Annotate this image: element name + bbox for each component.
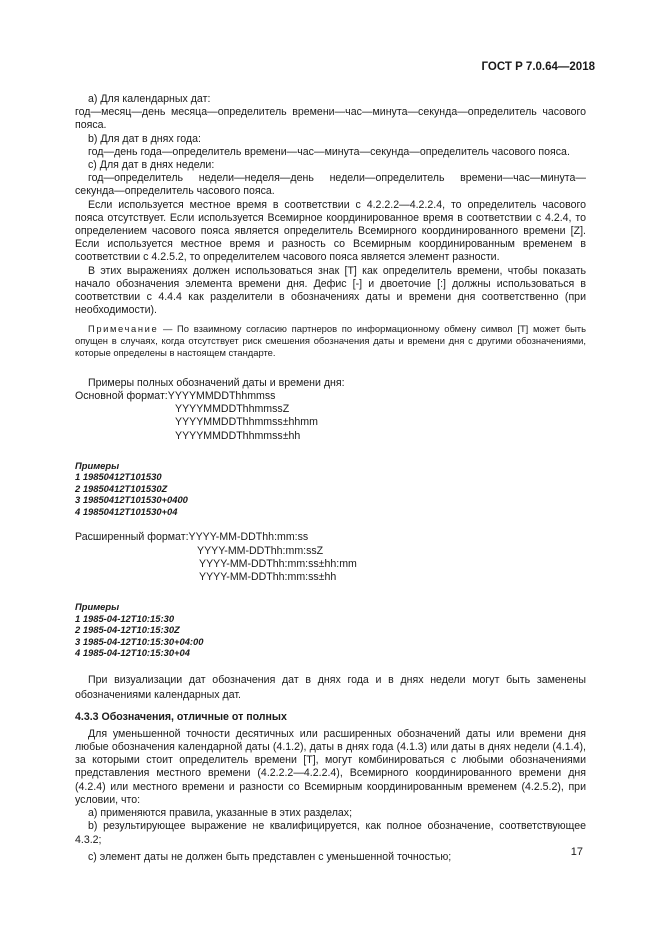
condition-item: a) применяются правила, указанные в этих разделах; xyxy=(88,807,353,820)
basic-format-block xyxy=(75,390,586,443)
examples-title: Примеры xyxy=(75,459,120,471)
format-line: YYYYMMDDThhmmss±hhmm xyxy=(175,416,318,429)
document-body xyxy=(75,93,586,864)
example-line: 4 19850412T101530+04 xyxy=(75,505,178,517)
example-line: 1 19850412T101530 xyxy=(75,471,162,483)
basic-format-label: Основной формат: xyxy=(75,390,168,403)
note-paragraph xyxy=(75,323,586,359)
basic-intro: Примеры полных обозначений даты и времени дня: xyxy=(88,376,345,389)
example-line: 3 19850412T101530+0400 xyxy=(75,494,188,506)
condition-item: b) результирующее выражение не квалифицируется, как полное обозначение, соответствующее 4.3.2; xyxy=(75,820,586,846)
example-line: 2 1985-04-12T10:15:30Z xyxy=(75,624,180,636)
condition-item: c) элемент даты не должен быть представлен с уменьшенной точностью; xyxy=(88,850,452,863)
extended-format-block xyxy=(75,531,586,584)
paragraph: год—месяц—день месяца—определитель времени—час—минута—секунда—определитель часового пояса. xyxy=(75,106,586,132)
document-header: ГОСТ Р 7.0.64—2018 xyxy=(481,61,595,73)
paragraph: b) Для дат в днях года: xyxy=(88,132,201,145)
page-number: 17 xyxy=(570,846,583,858)
paragraph: При визуализации дат обозначения дат в днях года и в днях недели могут быть заменены обозначениями календарных дат. xyxy=(75,673,586,701)
format-line: YYYY-MM-DDThh:mm:ss±hh xyxy=(199,570,337,583)
example-line: 4 1985-04-12T10:15:30+04 xyxy=(75,647,190,659)
paragraph: В этих выражениях должен использоваться знак [T] как определитель времени, чтобы показать начало обозначения элемента времени дня. Дефис [-] и двоеточие [:] должны использоваться в соответствии с 4.4.4 как разделители в обозначениях даты и времени дня соответственно (при необходимости). xyxy=(75,264,586,317)
example-line: 2 19850412T101530Z xyxy=(75,482,168,494)
note-text: — По взаимному согласию партнеров по информационному обмену символ [T] может быть опущен в случаях, когда отсутствует риск смешения обозначения даты и времени дня с другими обозначениями, которые определены в настоящем стандарте. xyxy=(75,323,586,359)
format-line: YYYYMMDDThhmmssZ xyxy=(175,403,290,416)
paragraph: год—определитель недели—неделя—день недели—определитель времени—час—минута—секунда—определитель часового пояса. xyxy=(75,172,586,198)
format-line: YYYYMMDDThhmmss xyxy=(167,390,276,403)
format-line: YYYY-MM-DDThh:mm:ss±hh:mm xyxy=(199,557,357,570)
example-line: 1 1985-04-12T10:15:30 xyxy=(75,612,175,624)
format-line: YYYYMMDDThhmmss±hh xyxy=(175,429,301,442)
note-label: Примечание xyxy=(88,323,159,335)
extended-format-label: Расширенный формат: xyxy=(75,531,189,544)
paragraph: Если используется местное время в соответствии с 4.2.2.2—4.2.2.4, то определитель часового пояса отсутствует. Если используется Всемирное координированное время в соответствии с 4.2.4, то определением часового пояса является определитель Всемирного координированного времени [Z]. Если используется местное время и разность со Всемирным координированным временем в соответствии с 4.2.5.2, то определителем часового пояса является элемент разности. xyxy=(75,198,586,264)
example-line: 3 1985-04-12T10:15:30+04:00 xyxy=(75,635,204,647)
format-line: YYYY-MM-DDThh:mm:ssZ xyxy=(197,544,324,557)
examples-title: Примеры xyxy=(75,601,120,613)
paragraph: год—день года—определитель времени—час—минута—секунда—определитель часового пояса. xyxy=(88,145,570,158)
paragraph: Для уменьшенной точности десятичных или расширенных обозначений даты или времени дня любые обозначения календарной даты (4.1.2), даты в днях года (4.1.3) или даты в днях недели (4.1.4), за которыми стоит определитель времени [T], могут комбинироваться с любыми обозначениями представления местного времени (4.2.2.2—4.2.2.4), Всемирного координированного времени дня (4.2.4) или местного времени и разности со Всемирным координированным временем (4.2.5.2), при условии, что: xyxy=(75,727,586,806)
paragraph: c) Для дат в днях недели: xyxy=(88,159,215,172)
format-line: YYYY-MM-DDThh:mm:ss xyxy=(188,531,309,544)
paragraph: а) Для календарных дат: xyxy=(88,93,211,105)
section-heading: 4.3.3 Обозначения, отличные от полных xyxy=(75,710,287,723)
